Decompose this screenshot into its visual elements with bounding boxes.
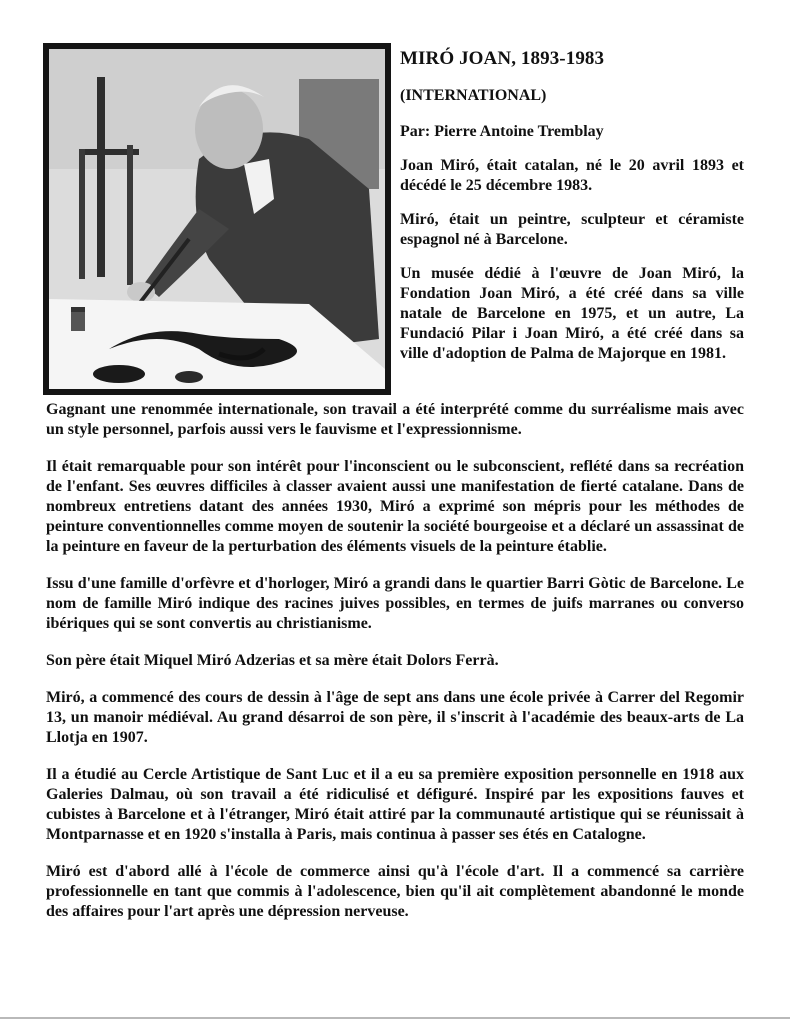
body-paragraph: Miró est d'abord allé à l'école de commerce ainsi qu'à l'école d'art. Il a commencé sa carrière professionnelle en tant que commis à l'adolescence, bien qu'il ait complètement abandonné le monde des affaires pour l'art après une dépression nerveuse. [46,863,744,920]
artist-photo [43,43,391,395]
header-block [400,46,750,364]
intro-paragraph-museums: Un musée dédié à l'œuvre de Joan Miró, la Fondation Joan Miró, a été créé dans sa ville natale de Barcelone en 1975, et un autre, La Fundació Pilar i Joan Miró, a été créé dans sa ville d'adoption de Palma de Majorque en 1981. [400,265,744,362]
body-paragraph: Son père était Miquel Miró Adzerias et sa mère était Dolors Ferrà. [46,652,499,669]
intro-paragraph-birth: Joan Miró, était catalan, né le 20 avril 1893 et décédé le 25 décembre 1983. [400,157,744,194]
article-body [46,400,744,939]
author-line: Par: Pierre Antoine Tremblay [400,123,604,140]
category-label: (INTERNATIONAL) [400,87,547,104]
body-paragraph: Il était remarquable pour son intérêt pour l'inconscient ou le subconscient, reflété dans sa recréation de l'enfant. Ses œuvres difficiles à classer avaient aussi une manifestation de fierté catalane. Dans de nombreux entretiens datant des années 1930, Miró a exprimé son mépris pour les méthodes de peinture conventionnelles comme moyen de soutenir la société bourgeoise et a déclaré un assassinat de la peinture en faveur de la perturbation des éléments visuels de la peinture établie. [46,458,744,555]
photo-illustration [49,49,385,389]
page-title: MIRÓ JOAN, 1893-1983 [400,48,605,69]
page-bottom-divider [0,1017,790,1019]
body-paragraph: Issu d'une famille d'orfèvre et d'horloger, Miró a grandi dans le quartier Barri Gòtic de Barcelone. Le nom de famille Miró indique des racines juives possibles, en termes de juifs marranes ou converso ibériques qui se sont convertis au christianisme. [46,575,744,632]
body-paragraph: Miró, a commencé des cours de dessin à l'âge de sept ans dans une école privée à Carrer del Regomir 13, un manoir médiéval. Au grand désarroi de son père, il s'inscrit à l'académie des beaux-arts de La Llotja en 1907. [46,689,744,746]
body-paragraph: Gagnant une renommée internationale, son travail a été interprété comme du surréalisme mais avec un style personnel, parfois aussi vers le fauvisme et l'expressionnisme. [46,401,744,438]
body-paragraph: Il a étudié au Cercle Artistique de Sant Luc et il a eu sa première exposition personnelle en 1918 aux Galeries Dalmau, où son travail a été ridiculisé et défiguré. Inspiré par les expositions fauves et cubistes à Barcelone et à l'étranger, Miró était attiré par la communauté artistique qui se réunissait à Montparnasse et en 1920 s'installa à Paris, mais continua à passer ses étés en Catalogne. [46,766,744,843]
intro-paragraph-profession: Miró, était un peintre, sculpteur et céramiste espagnol né à Barcelone. [400,211,744,248]
